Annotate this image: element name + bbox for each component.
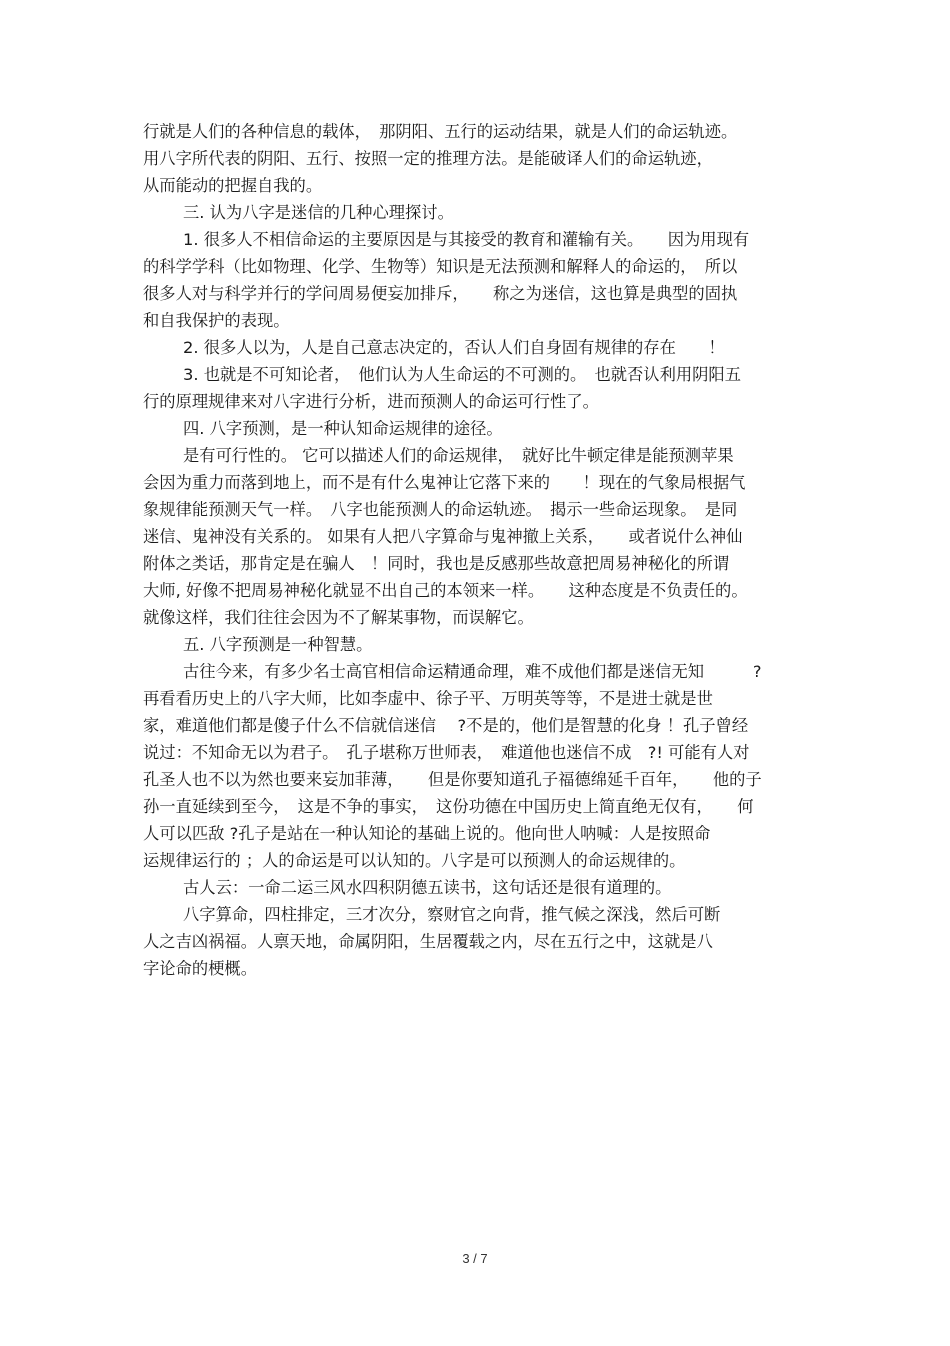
text-line: 用八字所代表的阴阳、五行、按照一定的推理方法。是能破译人们的命运轨迹， xyxy=(143,149,713,168)
text-line: 五. 八字预测是一种智慧。 xyxy=(183,635,373,654)
text-line: 是有可行性的。 它可以描述人们的命运规律， 就好比牛顿定律是能预测苹果 xyxy=(183,446,734,465)
text-line: 古往今来，有多少名士高官相信命运精通命理，难不成他们都是迷信无知 ? xyxy=(183,662,762,681)
text-line: 很多人对与科学并行的学问周易便妄加排斥， 称之为迷信，这也算是典型的固执 xyxy=(143,284,738,303)
text-line: 象规律能预测天气一样。 八字也能预测人的命运轨迹。 揭示一些命运现象。 是同 xyxy=(143,500,738,519)
text-line: 会因为重力而落到地上，而不是有什么鬼神让它落下来的 ！现在的气象局根据气 xyxy=(143,473,746,492)
text-line: 从而能动的把握自我的。 xyxy=(143,176,323,195)
text-line: 孙一直延续到至今， 这是不争的事实， 这份功德在中国历史上简直绝无仅有， 何 xyxy=(143,797,754,816)
page-number: 3 / 7 xyxy=(462,1251,488,1266)
text-line: 和自我保护的表现。 xyxy=(143,311,290,330)
text-line: 运规律运行的 ；人的命运是可以认知的。八字是可以预测人的命运规律的。 xyxy=(143,851,686,870)
text-line: 孔圣人也不以为然也要来妄加菲薄， 但是你要知道孔子福德绵延千百年， 他的子 xyxy=(143,770,762,789)
text-line: 1. 很多人不相信命运的主要原因是与其接受的教育和灌输有关。 因为用现有 xyxy=(183,230,750,249)
text-line: 3. 也就是不可知论者， 他们认为人生命运的不可测的。 也就否认利用阴阳五 xyxy=(183,365,741,384)
text-line: 附体之类话，那肯定是在骗人 ！同时，我也是反感那些故意把周易神秘化的所谓 xyxy=(143,554,730,573)
text-line: 再看看历史上的八字大师，比如李虚中、徐子平、万明英等等，不是进士就是世 xyxy=(143,689,713,708)
text-line: 人之吉凶祸福。人禀天地，命属阴阳，生居覆载之内，尽在五行之中，这就是八 xyxy=(143,932,713,951)
text-line: 的科学学科（比如物理、化学、生物等）知识是无法预测和解释人的命运的， 所以 xyxy=(143,257,738,276)
text-line: 人可以匹敌 ?孔子是站在一种认知论的基础上说的。他向世人呐喊：人是按照命 xyxy=(143,824,711,843)
text-line: 迷信、鬼神没有关系的。 如果有人把八字算命与鬼神撤上关系， 或者说什么神仙 xyxy=(143,527,743,546)
text-line: 行的原理规律来对八字进行分析，进而预测人的命运可行性了。 xyxy=(143,392,599,411)
text-line: 四. 八字预测，是一种认知命运规律的途径。 xyxy=(183,419,503,438)
text-line: 三. 认为八字是迷信的几种心理探讨。 xyxy=(183,203,454,222)
text-line: 2. 很多人以为，人是自己意志决定的，否认人们自身固有规律的存在 ！ xyxy=(183,338,725,357)
text-line: 就像这样，我们往往会因为不了解某事物，而误解它。 xyxy=(143,608,534,627)
text-line: 家，难道他们都是傻子什么不信就信迷信 ?不是的，他们是智慧的化身 ！孔子曾经 xyxy=(143,716,749,735)
text-line: 说过：不知命无以为君子。 孔子堪称万世师表， 难道他也迷信不成 ?! 可能有人对 xyxy=(143,743,750,762)
text-line: 八字算命，四柱排定，三才次分，察财官之向背，推气候之深浅，然后可断 xyxy=(183,905,721,924)
text-line: 行就是人们的各种信息的载体， 那阴阳、五行的运动结果，就是人们的命运轨迹。 xyxy=(143,122,738,141)
text-line: 大师, 好像不把周易神秘化就显不出自己的本领来一样。 这种态度是不负责任的。 xyxy=(143,581,748,600)
text-line: 古人云：一命二运三风水四积阴德五读书，这句话还是很有道理的。 xyxy=(183,878,672,897)
body-text xyxy=(143,118,823,982)
text-line: 字论命的梗概。 xyxy=(143,959,257,978)
